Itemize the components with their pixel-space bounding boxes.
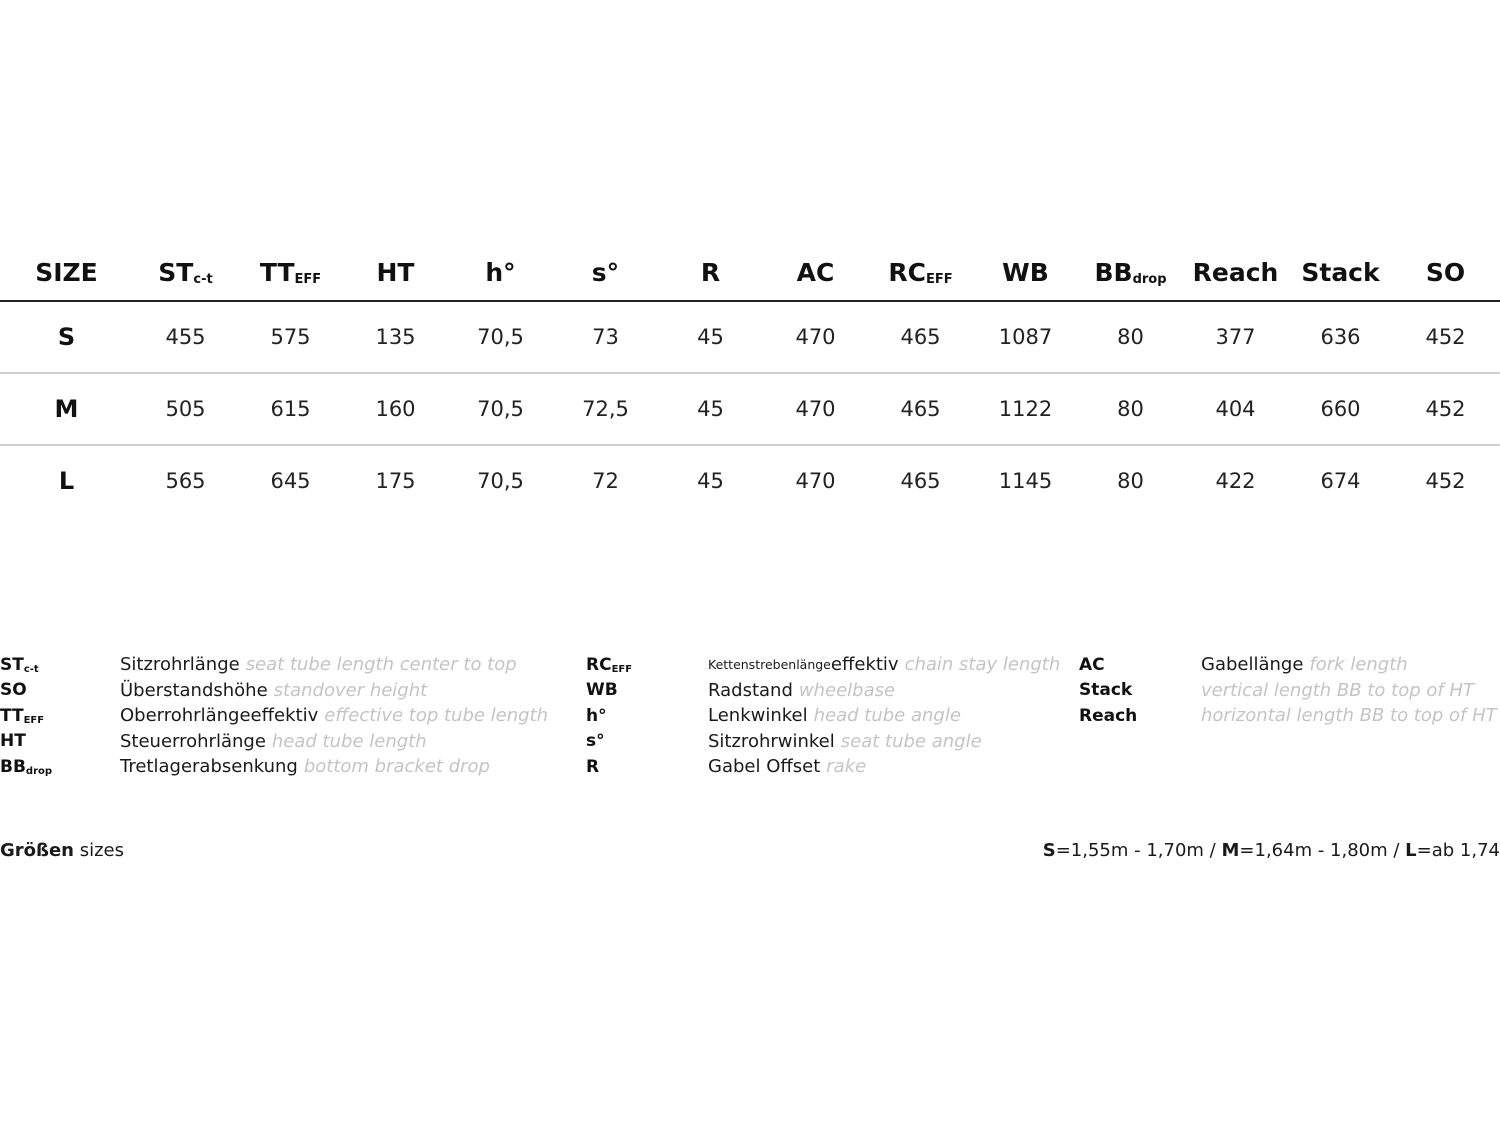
legend-german-note: effektiv: [250, 705, 319, 727]
table-cell: 135: [375, 325, 416, 349]
column-header: [0, 258, 133, 287]
table-cell: 70,5: [477, 325, 524, 349]
legend-german-term: Sitzrohrlänge: [120, 654, 240, 676]
legend-abbreviation-main: SO: [0, 680, 27, 701]
legend-abbreviation-main: R: [586, 756, 600, 777]
table-cell: 465: [900, 397, 941, 421]
legend-item: [0, 703, 548, 729]
abbreviation-legend: [0, 652, 1500, 782]
table-cell: 575: [270, 325, 311, 349]
table-cell: 175: [375, 469, 416, 493]
column-header: [448, 258, 553, 287]
table-cell: 70,5: [477, 397, 524, 421]
legend-german-term: Gabel Offset: [708, 756, 821, 778]
size-cell: M: [54, 395, 79, 423]
size-range-text: =ab 1,74: [1416, 840, 1500, 861]
legend-english-term: horizontal length BB to top of HT: [1201, 705, 1497, 727]
table-cell: 72: [592, 469, 619, 493]
column-header-subscript: drop: [1132, 271, 1167, 287]
table-cell: 615: [270, 397, 311, 421]
column-header-label: Reach: [1192, 257, 1279, 287]
legend-item: [586, 729, 1060, 755]
legend-column-1: [0, 652, 548, 780]
legend-abbreviation: [0, 655, 120, 675]
table-cell: 1145: [998, 469, 1053, 493]
legend-german-note: effektiv: [830, 654, 899, 676]
table-body: [0, 302, 1500, 516]
size-range-letter: S: [1042, 840, 1056, 861]
column-header-subscript: EFF: [294, 271, 322, 287]
column-header: [973, 258, 1078, 287]
table-cell: 1087: [998, 325, 1053, 349]
table-cell: 660: [1320, 397, 1361, 421]
column-header: [1288, 258, 1393, 287]
legend-abbreviation-main: Stack: [1079, 680, 1133, 701]
legend-abbreviation-main: BB: [0, 756, 26, 777]
legend-item: [0, 652, 548, 678]
sizes-label: [0, 840, 124, 861]
sizes-label-de: Größen: [0, 840, 74, 861]
table-cell: 73: [592, 325, 619, 349]
column-header: [343, 258, 448, 287]
legend-abbreviation: [1079, 680, 1201, 700]
legend-english-term: bottom bracket drop: [303, 756, 490, 778]
legend-abbreviation-main: s°: [586, 731, 605, 752]
legend-item: [586, 703, 1060, 729]
legend-abbreviation: [586, 706, 708, 726]
legend-abbreviation-subscript: EFF: [611, 663, 633, 675]
legend-german-term: Oberrohrlänge: [120, 705, 251, 727]
legend-english-term: standover height: [273, 679, 428, 701]
size-range-text: =1,55m - 1,70m /: [1055, 840, 1222, 861]
column-header-label: TT: [259, 257, 295, 287]
table-cell: 72,5: [582, 397, 629, 421]
column-header-label: ST: [158, 257, 194, 287]
size-cell: S: [57, 323, 76, 351]
legend-english-term: fork length: [1309, 654, 1408, 676]
column-header: [1183, 258, 1288, 287]
column-header-subscript: c-t: [193, 271, 213, 287]
column-header-label: HT: [376, 257, 415, 287]
legend-english-term: head tube angle: [813, 705, 961, 727]
legend-abbreviation: [586, 680, 708, 700]
legend-german-term: Sitzrohrwinkel: [708, 730, 835, 752]
column-header: [763, 258, 868, 287]
legend-german-term: Gabellänge: [1201, 654, 1304, 676]
legend-item: [586, 754, 1060, 780]
legend-abbreviation: [586, 757, 708, 777]
legend-english-term: seat tube length center to top: [245, 654, 517, 676]
legend-item: [0, 754, 548, 780]
table-cell: 470: [795, 469, 836, 493]
legend-german-term: Überstandshöhe: [120, 679, 268, 701]
column-header-label: Stack: [1301, 257, 1380, 287]
legend-abbreviation: [1079, 706, 1201, 726]
column-header: [238, 258, 343, 287]
column-header-label: s°: [591, 257, 620, 287]
column-header-subscript: EFF: [925, 271, 953, 287]
legend-abbreviation-main: ST: [0, 654, 24, 675]
table-cell: 465: [900, 325, 941, 349]
legend-english-term: seat tube angle: [840, 730, 982, 752]
table-cell: 404: [1215, 397, 1256, 421]
table-cell: 452: [1425, 397, 1466, 421]
table-cell: 465: [900, 469, 941, 493]
legend-abbreviation-subscript: EFF: [23, 714, 45, 726]
legend-abbreviation: [0, 731, 120, 751]
legend-abbreviation: [586, 731, 708, 751]
table-cell: 565: [165, 469, 206, 493]
table-cell: 645: [270, 469, 311, 493]
legend-english-term: wheelbase: [798, 679, 896, 701]
legend-abbreviation: [0, 680, 120, 700]
legend-abbreviation: [586, 655, 708, 675]
legend-abbreviation-main: Reach: [1079, 705, 1138, 726]
column-header-label: WB: [1002, 257, 1049, 287]
table-cell: 45: [697, 397, 724, 421]
legend-abbreviation-subscript: c-t: [23, 663, 39, 675]
legend-abbreviation-main: h°: [586, 705, 607, 726]
table-cell: 422: [1215, 469, 1256, 493]
legend-abbreviation-subscript: drop: [25, 765, 53, 777]
legend-german-term: Kettenstrebenlänge: [708, 657, 831, 673]
column-header-label: BB: [1094, 257, 1133, 287]
column-header-label: SIZE: [35, 257, 98, 287]
size-range-letter: L: [1405, 840, 1417, 861]
table-cell: 377: [1215, 325, 1256, 349]
geometry-table: [0, 244, 1500, 516]
legend-german-term: Tretlagerabsenkung: [120, 756, 298, 778]
table-cell: 455: [165, 325, 206, 349]
legend-german-term: Lenkwinkel: [708, 705, 808, 727]
legend-item: [586, 652, 1060, 678]
legend-item: [1079, 678, 1497, 704]
legend-column-2: [586, 652, 1060, 780]
legend-abbreviation-main: HT: [0, 731, 26, 752]
column-header: [868, 258, 973, 287]
table-row: [0, 302, 1500, 372]
column-header: [1393, 258, 1498, 287]
column-header: [553, 258, 658, 287]
legend-abbreviation: [1079, 655, 1201, 675]
column-header-label: R: [700, 257, 721, 287]
table-cell: 45: [697, 325, 724, 349]
table-cell: 470: [795, 325, 836, 349]
legend-column-3: [1079, 652, 1497, 729]
size-ranges: [1043, 840, 1500, 861]
size-range-text: =1,64m - 1,80m /: [1239, 840, 1406, 861]
table-row: [0, 374, 1500, 444]
legend-item: [0, 729, 548, 755]
table-cell: 160: [375, 397, 416, 421]
table-cell: 505: [165, 397, 206, 421]
legend-abbreviation: [0, 706, 120, 726]
legend-abbreviation-main: RC: [586, 654, 612, 675]
table-cell: 45: [697, 469, 724, 493]
column-header-label: SO: [1425, 257, 1466, 287]
legend-abbreviation-main: WB: [586, 680, 618, 701]
legend-english-term: vertical length BB to top of HT: [1201, 679, 1474, 701]
table-cell: 80: [1117, 469, 1144, 493]
sizes-footer: [0, 840, 1500, 870]
size-cell: L: [58, 467, 75, 495]
table-cell: 636: [1320, 325, 1361, 349]
table-cell: 80: [1117, 325, 1144, 349]
column-header: [658, 258, 763, 287]
column-header: [1078, 258, 1183, 287]
table-cell: 1122: [998, 397, 1053, 421]
legend-abbreviation-main: AC: [1079, 654, 1105, 675]
size-range-letter: M: [1221, 840, 1240, 861]
table-cell: 452: [1425, 469, 1466, 493]
table-cell: 452: [1425, 325, 1466, 349]
column-header-label: AC: [796, 257, 835, 287]
table-cell: 674: [1320, 469, 1361, 493]
legend-english-term: effective top tube length: [324, 705, 549, 727]
sizes-label-en: sizes: [74, 840, 125, 861]
table-row: [0, 446, 1500, 516]
table-cell: 80: [1117, 397, 1144, 421]
table-cell: 470: [795, 397, 836, 421]
column-header-label: RC: [888, 257, 926, 287]
legend-english-term: head tube length: [271, 730, 427, 752]
legend-item: [586, 678, 1060, 704]
legend-abbreviation-main: TT: [0, 705, 24, 726]
legend-item: [1079, 652, 1497, 678]
table-cell: 70,5: [477, 469, 524, 493]
table-header-row: [0, 244, 1500, 302]
legend-english-term: chain stay length: [904, 654, 1061, 676]
legend-item: [1079, 703, 1497, 729]
legend-item: [0, 678, 548, 704]
column-header-label: h°: [485, 257, 516, 287]
legend-german-term: Radstand: [708, 679, 793, 701]
column-header: [133, 258, 238, 287]
legend-english-term: rake: [826, 756, 867, 778]
legend-abbreviation: [0, 757, 120, 777]
legend-german-term: Steuerrohrlänge: [120, 730, 266, 752]
